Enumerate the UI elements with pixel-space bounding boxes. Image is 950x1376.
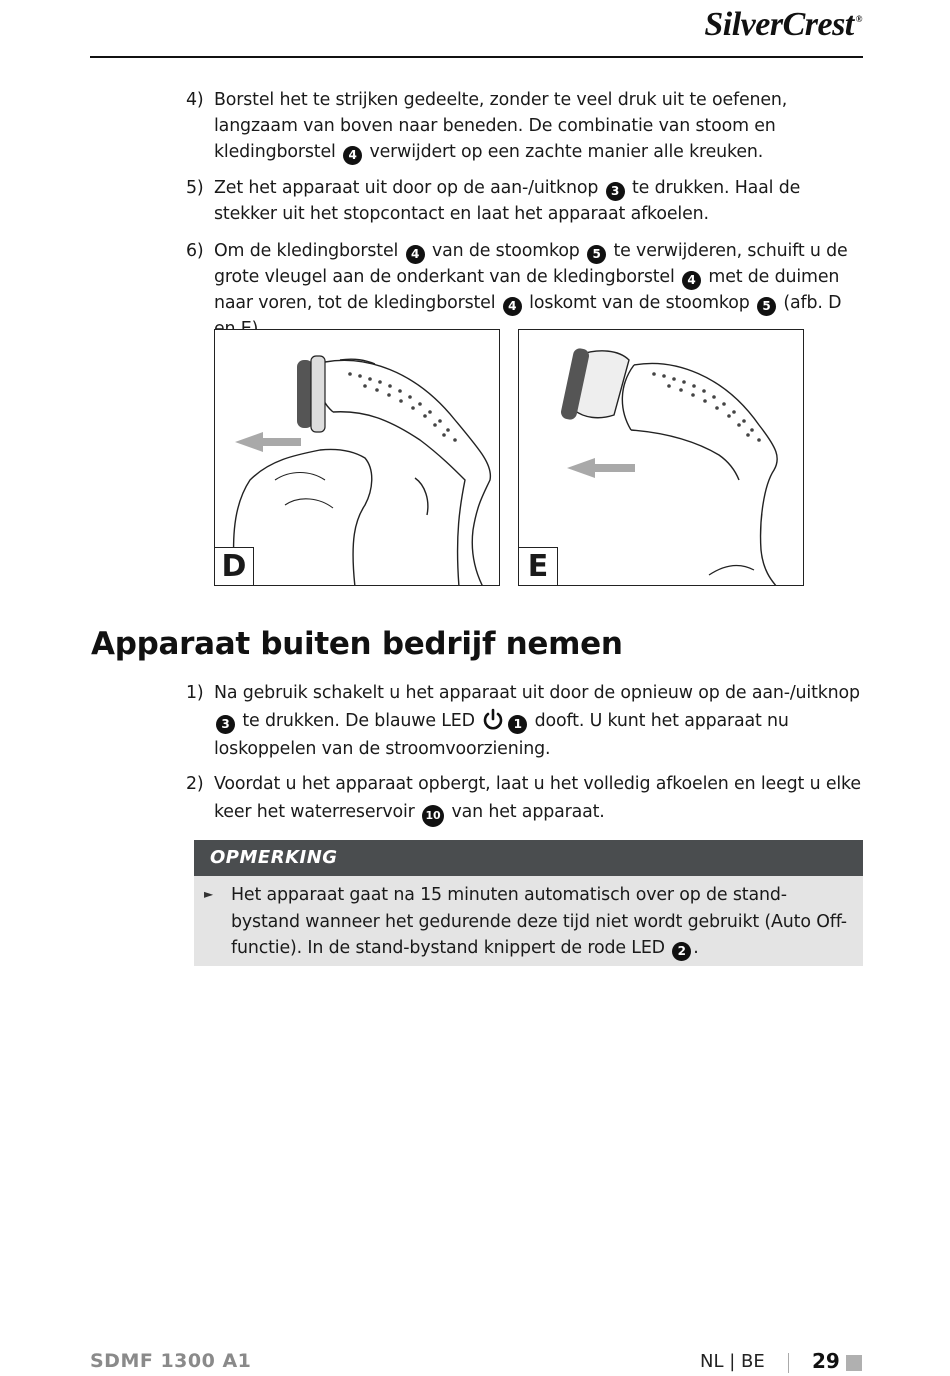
callout-number-icon: 4: [682, 271, 701, 290]
footer-language: NL | BE: [700, 1351, 765, 1372]
header-rule: [90, 56, 863, 58]
callout-number-icon: 3: [216, 715, 235, 734]
triangle-right-icon: ►: [204, 887, 214, 901]
hand-illustration: [234, 449, 372, 586]
figure-label: D: [215, 547, 254, 585]
arrow-left-icon: [235, 432, 301, 452]
brand-logo: SilverCrest ®: [704, 6, 862, 43]
callout-number-icon: 5: [587, 245, 606, 264]
callout-number-icon: 5: [757, 297, 776, 316]
step-4: 4) Borstel het te strijken gedeelte, zonder te veel druk uit te oefenen, langzaam van boven naar beneden. De combinatie van stoom en kledingborstel 4 verwijdert op een zachte manier alle kreuken.: [186, 87, 862, 165]
step-5: 5) Zet het apparaat uit door op de aan-/uitknop 3 te drukken. Haal de stekker uit het stopcontact en laat het apparaat afkoelen.: [186, 178, 801, 224]
step-6: 6) Om de kledingborstel 4 van de stoomkop 5 te verwijderen, schuift u de grote vleugel aan de onderkant van de kledingborstel 4 met de duimen naar voren, tot de kledingborstel 4 loskomt van de stoomkop 5 (afb. D: [186, 238, 862, 342]
arrow-left-icon: [567, 458, 635, 478]
footer-model: SDMF 1300 A1: [90, 1350, 252, 1372]
note-box: [194, 876, 863, 966]
note-heading: OPMERKING: [194, 840, 863, 876]
callout-number-icon: 2: [672, 942, 691, 961]
step-2: 2) Voordat u het apparaat opbergt, laat u het volledig afkoelen en leegt u elke keer het waterreservoir 10 van het apparaat.: [186, 770, 862, 827]
section-title: Apparaat buiten bedrijf nemen: [91, 626, 623, 662]
step-1: 1) Na gebruik schakelt u het apparaat uit door de opnieuw op de aan-/uitknop 3 te drukken. De blauwe LED 1 dooft. U kunt het apparaat nu loskoppelen van de stroomvoorziening.: [186, 683, 860, 759]
callout-number-icon: 4: [406, 245, 425, 264]
footer-square-icon: [846, 1355, 862, 1371]
figure-label: E: [519, 547, 558, 585]
figure-e: [518, 329, 804, 586]
callout-number-icon: 4: [503, 297, 522, 316]
callout-number-icon: 10: [422, 805, 444, 827]
callout-number-icon: 4: [343, 146, 362, 165]
callout-number-icon: 1: [508, 715, 527, 734]
callout-number-icon: 3: [606, 182, 625, 201]
note-text: Het apparaat gaat na 15 minuten automatisch over op de stand-bystand wanneer het gedurende deze tijd niet wordt gebruikt (Auto Off-functie). In de stand-bystand knippert de rode LED 2 .: [231, 882, 851, 962]
steamer-hand-illustration: [215, 330, 500, 586]
power-icon: [482, 708, 504, 730]
page-number: 29: [812, 1349, 840, 1373]
figure-d: [214, 329, 500, 586]
footer-divider: [788, 1353, 789, 1373]
steamer-detached-illustration: [519, 330, 804, 586]
